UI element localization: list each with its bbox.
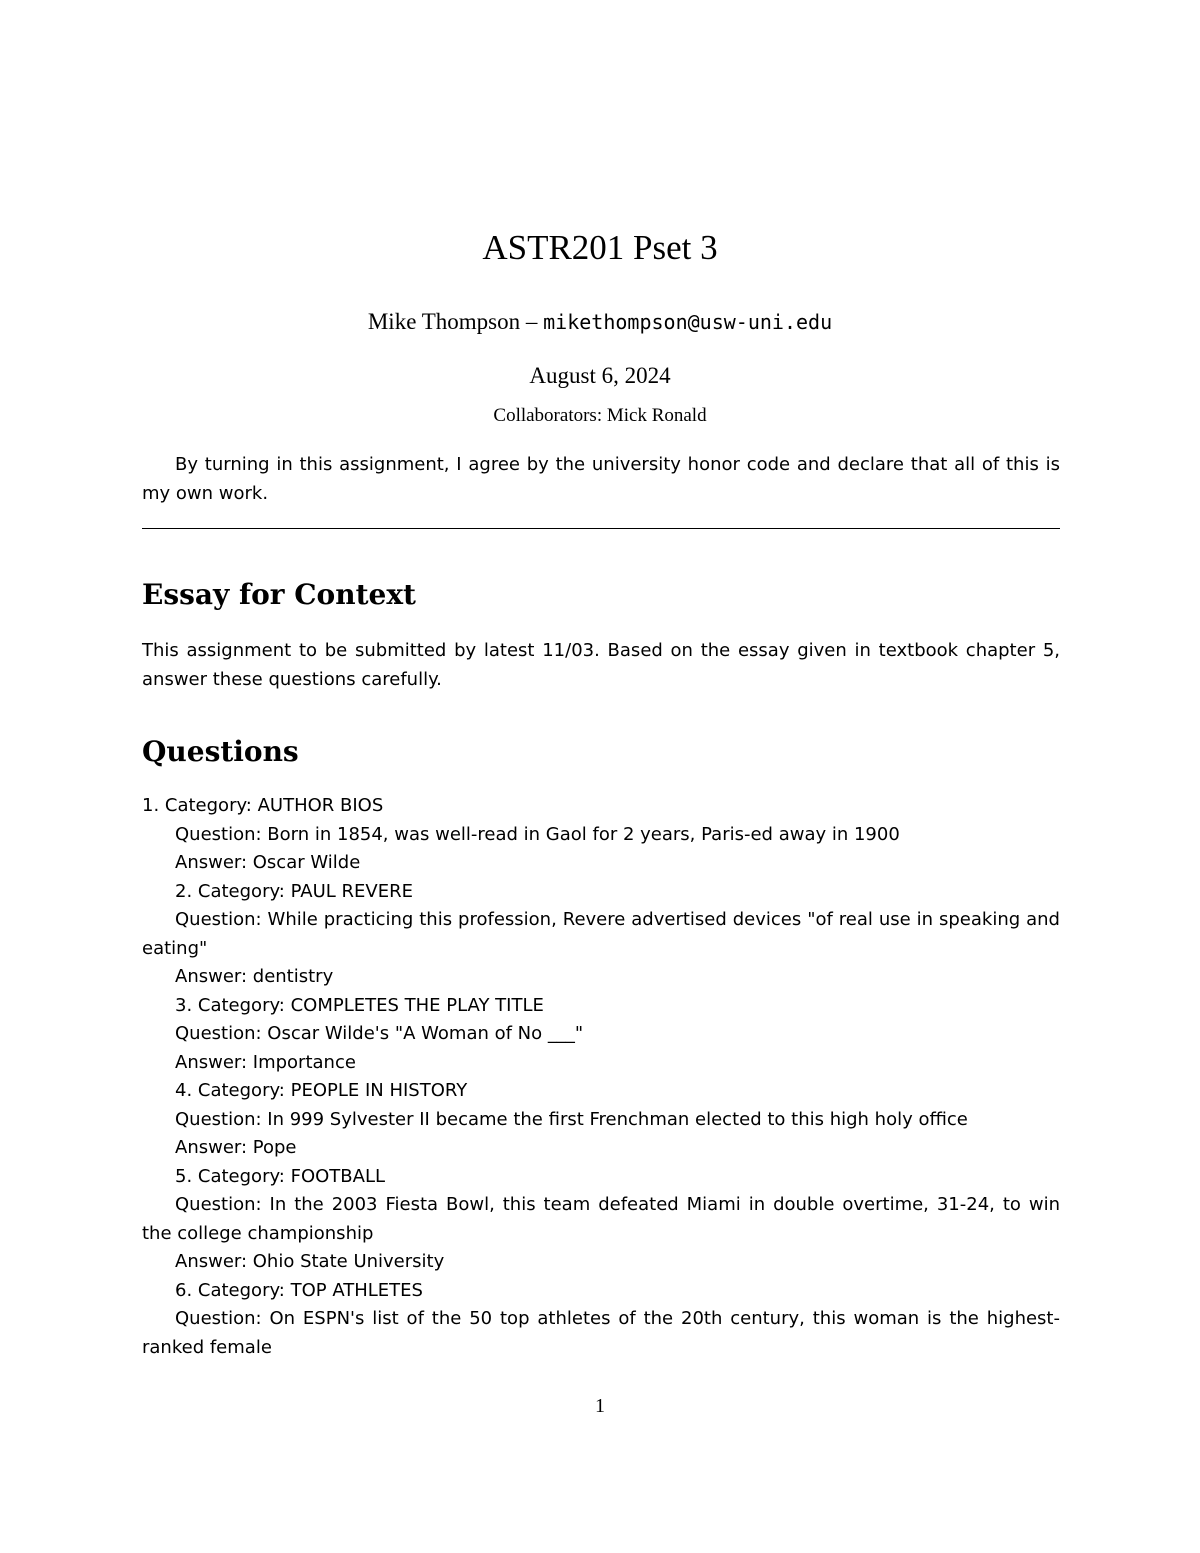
question-category [142, 1277, 1060, 1306]
category-value: COMPLETES THE PLAY TITLE [290, 994, 544, 1016]
category-label: 1. Category: [142, 795, 258, 816]
question-text: Question: Born in 1854, was well-read in Gaol for 2 years, Paris-ed away in 1900 [175, 823, 900, 845]
horizontal-rule [142, 528, 1060, 529]
author-name: Mike Thompson [367, 309, 521, 334]
category-value: AUTHOR BIOS [257, 795, 384, 816]
author-line [0, 307, 1200, 337]
section-heading-questions: Questions [142, 735, 299, 768]
question-text: Question: On ESPN's list of the 50 top athletes of the 20th century, this woman is the highest-ranked female [142, 1308, 1060, 1358]
answer-text: Answer: Ohio State University [175, 1251, 445, 1272]
question-category [142, 878, 1060, 907]
category-value: PEOPLE IN HISTORY [290, 1080, 468, 1101]
question-category [142, 1077, 1060, 1106]
answer-text: Answer: Pope [175, 1137, 297, 1158]
question-category [142, 792, 1060, 821]
category-value: FOOTBALL [290, 1165, 385, 1187]
section-heading-essay: Essay for Context [142, 578, 416, 611]
document-date: August 6, 2024 [529, 363, 671, 388]
essay-paragraph: This assignment to be submitted by latest 11/03. Based on the essay given in textbook chapter 5, answer these questions carefully. [142, 640, 1060, 690]
document-title: ASTR201 Pset 3 [482, 228, 718, 267]
question-text: Question: In 999 Sylvester II became the first Frenchman elected to this high holy office [175, 1108, 968, 1130]
category-value: PAUL REVERE [290, 880, 413, 902]
author-email: mikethompson@usw-uni.edu [543, 310, 833, 334]
questions-list [142, 792, 1060, 1362]
answer-text: Answer: Importance [175, 1051, 356, 1073]
honor-statement: By turning in this assignment, I agree by the university honor code and declare that all of this is my own work. [142, 454, 1060, 504]
question-category [142, 1163, 1060, 1192]
question-text: Question: In the 2003 Fiesta Bowl, this team defeated Miami in double overtime, 31-24, to win the college championship [142, 1194, 1060, 1244]
page-number: 1 [595, 1395, 605, 1417]
category-label: 5. Category: [175, 1165, 291, 1187]
category-value: TOP ATHLETES [290, 1279, 423, 1301]
question-text: Question: Oscar Wilde's "A Woman of No ___" [175, 1023, 584, 1044]
answer-text: Answer: Oscar Wilde [175, 852, 361, 873]
author-separator: – [520, 309, 544, 334]
category-label: 3. Category: [175, 994, 291, 1016]
category-label: 6. Category: [175, 1279, 291, 1301]
category-label: 2. Category: [175, 880, 291, 902]
category-label: 4. Category: [175, 1080, 291, 1101]
question-text: Question: While practicing this profession, Revere advertised devices "of real use in speaking and eating" [142, 909, 1060, 959]
answer-text: Answer: dentistry [175, 966, 334, 987]
collaborators: Collaborators: Mick Ronald [493, 405, 707, 426]
question-category [142, 992, 1060, 1021]
